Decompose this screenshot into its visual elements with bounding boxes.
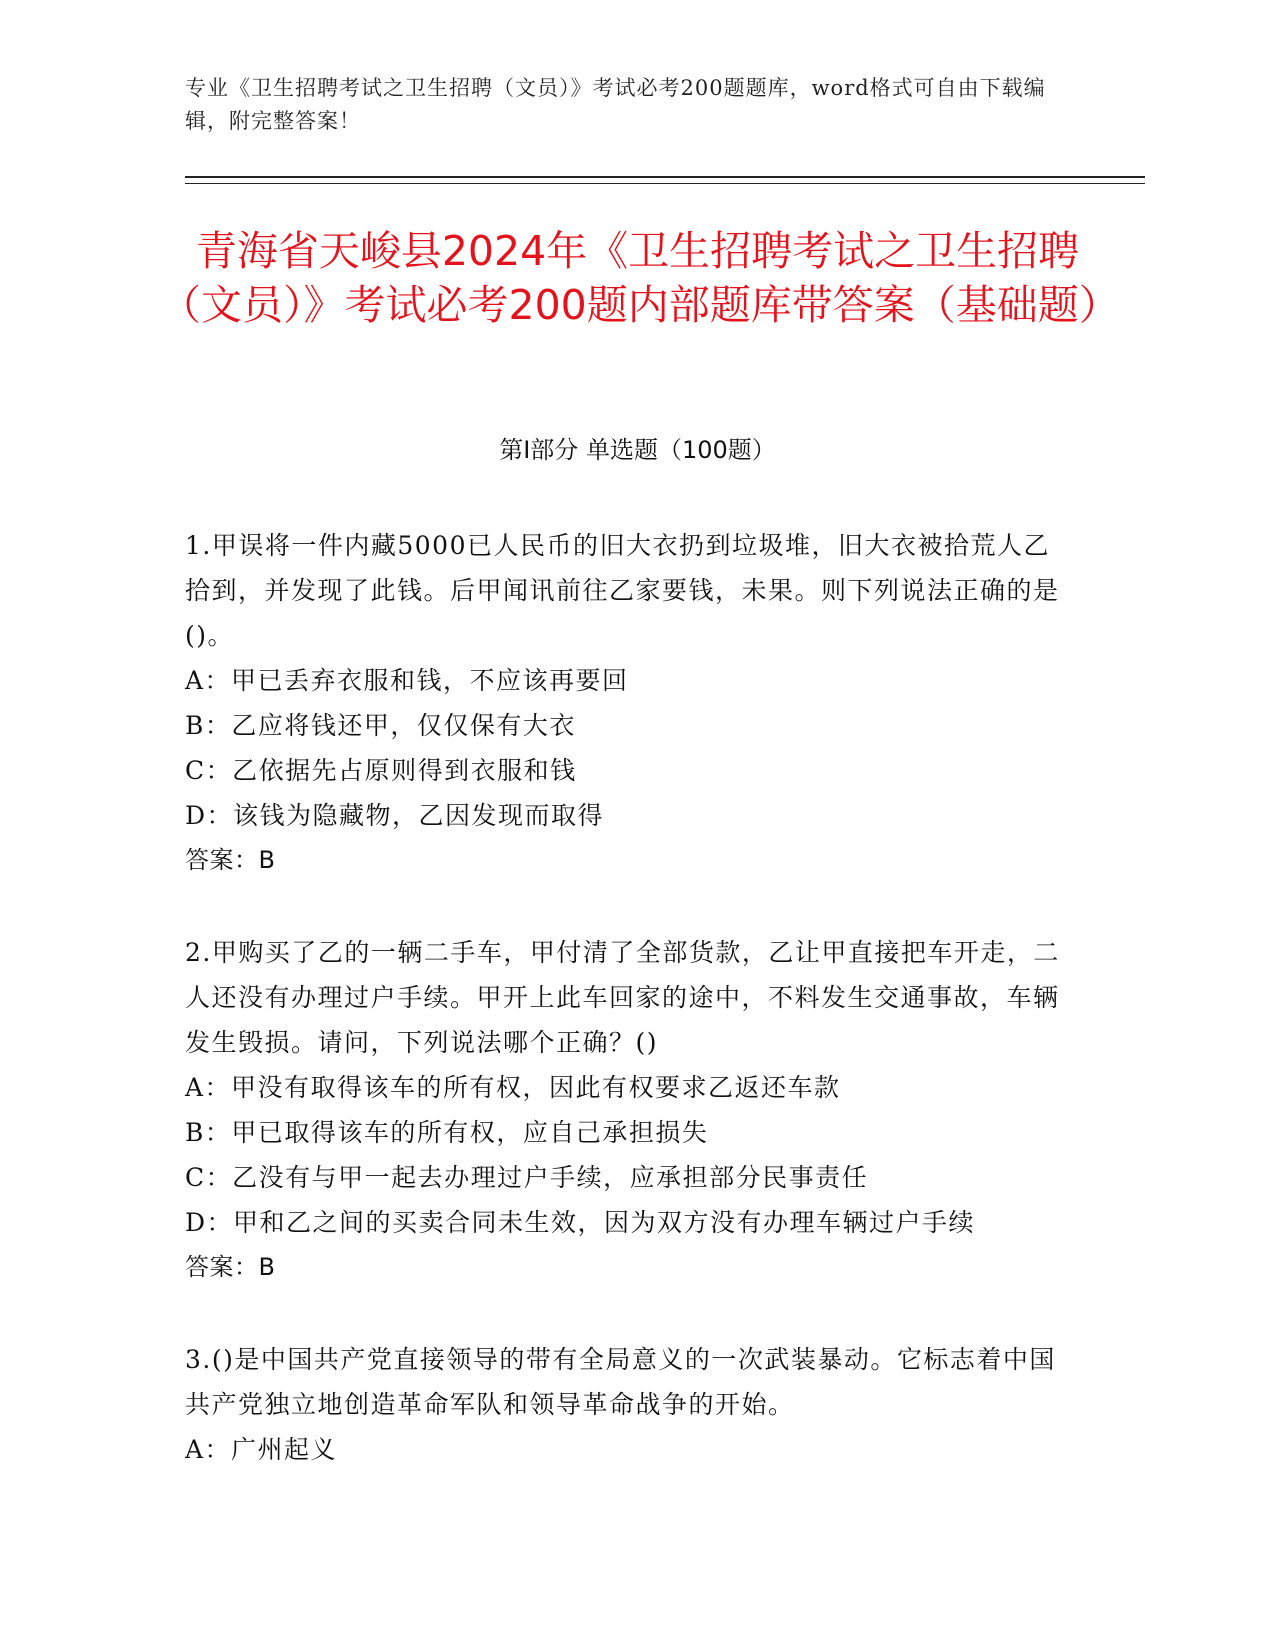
document-title: 青海省天峻县2024年《卫生招聘考试之卫生招聘（文员）》考试必考200题内部题库带答案（基础题） — [160, 227, 1120, 329]
question-stem: 3.()是中国共产党直接领导的带有全局意义的一次武装暴动。它标志着中国共产党独立地创造革命军队和领导革命战争的开始。 — [185, 1345, 1056, 1419]
header-note: 专业《卫生招聘考试之卫生招聘（文员）》考试必考200题题库，word格式可自由下载编辑，附完整答案！ — [185, 76, 1046, 133]
question-3 — [185, 1337, 1065, 1472]
option-a: A：广州起义 — [185, 1435, 338, 1464]
question-1 — [185, 523, 1065, 883]
option-b: B：乙应将钱还甲，仅仅保有大衣 — [185, 711, 576, 740]
option-d: D：该钱为隐藏物，乙因发现而取得 — [185, 801, 605, 830]
question-2 — [185, 930, 1065, 1290]
header-rule-thick — [185, 176, 1145, 178]
option-c: C：乙依据先占原则得到衣服和钱 — [185, 756, 577, 785]
option-c: C：乙没有与甲一起去办理过户手续，应承担部分民事责任 — [185, 1163, 869, 1192]
answer: 答案：B — [185, 846, 276, 874]
question-stem: 1.甲误将一件内藏5000已人民币的旧大衣扔到垃圾堆，旧大衣被拾荒人乙拾到，并发现了此钱。后甲闻讯前往乙家要钱，未果。则下列说法正确的是()。 — [185, 531, 1060, 650]
answer: 答案：B — [185, 1253, 276, 1281]
option-a: A：甲没有取得该车的所有权，因此有权要求乙返还车款 — [185, 1073, 841, 1102]
question-stem: 2.甲购买了乙的一辆二手车，甲付清了全部货款，乙让甲直接把车开走，二人还没有办理过户手续。甲开上此车回家的途中，不料发生交通事故，车辆发生毁损。请问，下列说法哪个正确？() — [185, 938, 1060, 1057]
option-b: B：甲已取得该车的所有权，应自己承担损失 — [185, 1118, 709, 1147]
option-d: D：甲和乙之间的买卖合同未生效，因为双方没有办理车辆过户手续 — [185, 1208, 976, 1237]
section-heading: 第Ⅰ部分 单选题（100题） — [499, 436, 776, 464]
option-a: A：甲已丢弃衣服和钱，不应该再要回 — [185, 666, 629, 695]
header-rule-thin — [185, 183, 1145, 184]
